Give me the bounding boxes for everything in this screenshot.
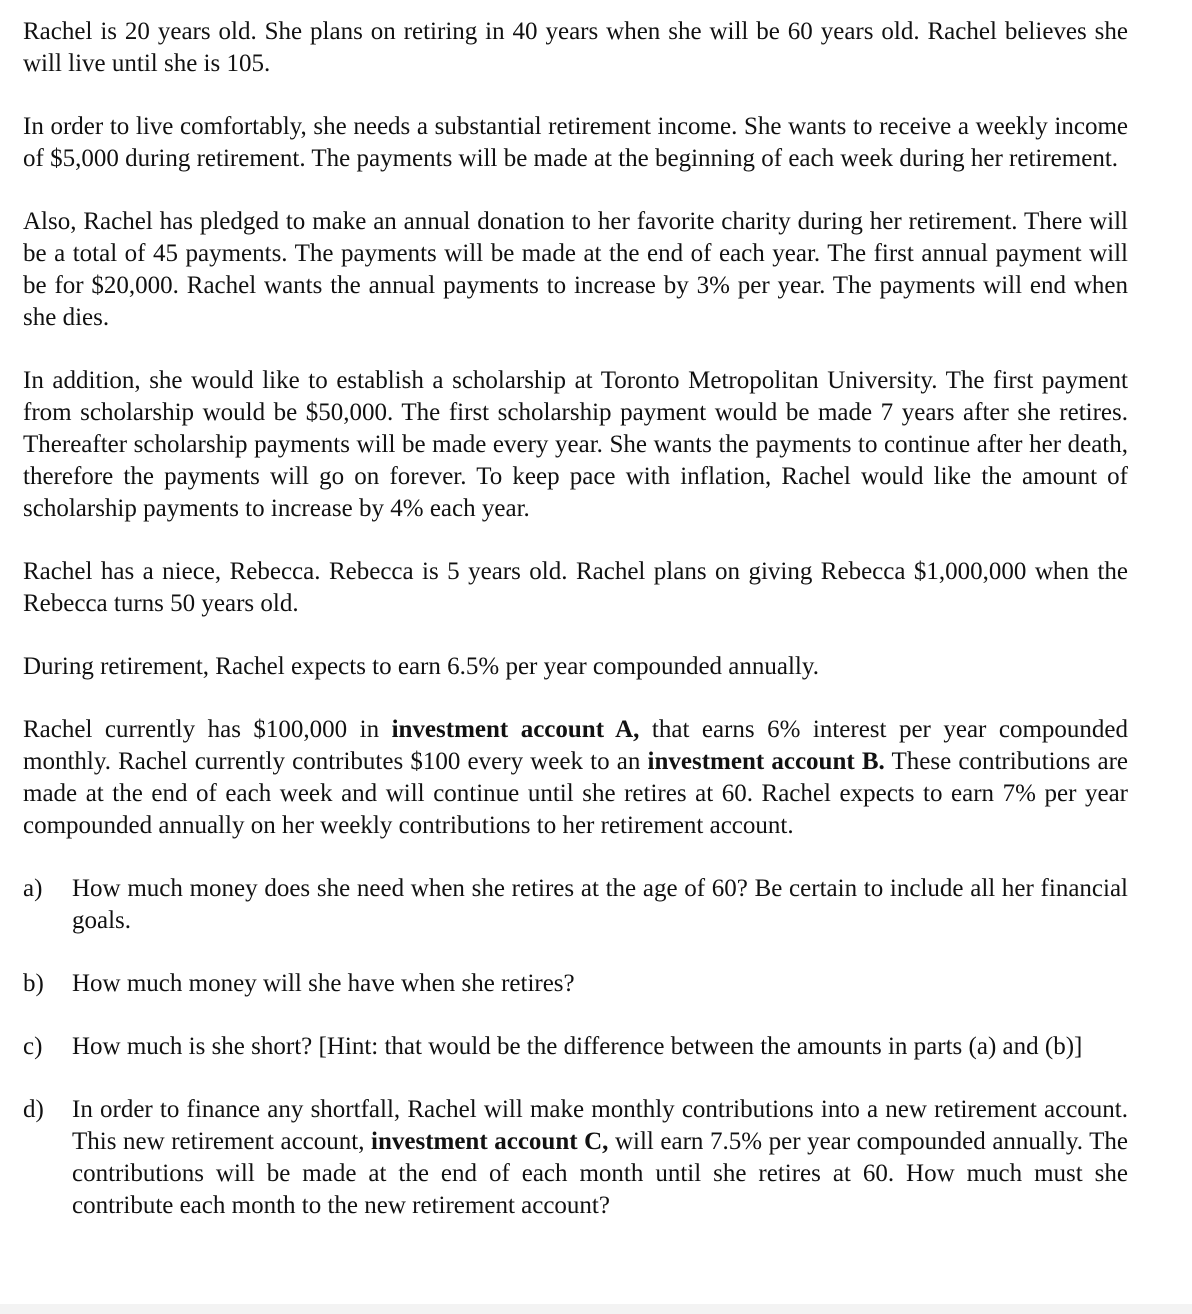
text-span: In order to finance any shortfall, Rachel will make monthly contributions into a new retirement account. This new retirement account, (72, 1096, 1128, 1155)
question-text: How much money will she have when she retires? (72, 970, 575, 997)
paragraph-retirement-rate: During retirement, Rachel expects to earn 6.5% per year compounded annually. (23, 653, 819, 680)
question-list (23, 873, 1128, 1222)
paragraph-rachel-age: Rachel is 20 years old. She plans on retiring in 40 years when she will be 60 years old. Rachel believes she will live until she is 105. (23, 18, 1128, 77)
text-span: These contributions are made at the end of each week and will continue until she retires at 60. Rachel expects to earn 7% per year compounded annually on her weekly contributions to her retirement account. (23, 748, 1129, 839)
paragraph-investment-accounts (23, 714, 1128, 842)
paragraph-scholarship: In addition, she would like to establish a scholarship at Toronto Metropolitan University. The first payment from scholarship would be $50,000. The first scholarship payment would be made 7 years after she retires. Thereafter scholarship payments will be made every year. She wants the payments to continue after her death, therefore the payments will go on forever. To keep pace with inflation, Rachel would like the amount of scholarship payments to increase by 4% each year. (23, 367, 1128, 522)
bottom-edge (0, 1304, 1192, 1314)
question-text (72, 1094, 1128, 1222)
paragraph-charity-donation: Also, Rachel has pledged to make an annual donation to her favorite charity during her retirement. There will be a total of 45 payments. The payments will be made at the end of each year. The first annual payment will be for $20,000. Rachel wants the annual payments to increase by 3% per year. The payments will end when she dies. (23, 208, 1128, 331)
document-body (23, 16, 1128, 1253)
paragraph-retirement-income: In order to live comfortably, she needs a substantial retirement income. She wants to receive a weekly income of $5,000 during retirement. The payments will be made at the beginning of each week during her retirement. (23, 113, 1128, 172)
bold-account-b: investment account B. (647, 748, 885, 775)
question-text: How much money does she need when she retires at the age of 60? Be certain to include all her financial goals. (72, 875, 1128, 934)
question-text: How much is she short? [Hint: that would be the difference between the amounts in parts (a) and (b)] (72, 1033, 1083, 1060)
question-d (23, 1094, 1128, 1222)
bold-account-a: investment account A, (391, 716, 640, 743)
question-label: a) (23, 875, 43, 902)
question-a (23, 873, 1128, 937)
question-b (23, 968, 1128, 1000)
paragraph-niece-gift: Rachel has a niece, Rebecca. Rebecca is 5 years old. Rachel plans on giving Rebecca $1,000,000 when the Rebecca turns 50 years old. (23, 558, 1128, 617)
bold-account-c: investment account C, (371, 1128, 609, 1155)
question-label: b) (23, 970, 44, 997)
question-label: d) (23, 1096, 44, 1123)
question-c (23, 1031, 1128, 1063)
text-span: that earns 6% interest per year compounded monthly. Rachel currently contributes $100 every week to an (23, 716, 1128, 775)
question-label: c) (23, 1033, 43, 1060)
text-span: Rachel currently has $100,000 in (23, 716, 392, 743)
text-span: will earn 7.5% per year compounded annually. The contributions will be made at the end of each month until she retires at 60. How much must she contribute each month to the new retirement account? (72, 1128, 1129, 1219)
